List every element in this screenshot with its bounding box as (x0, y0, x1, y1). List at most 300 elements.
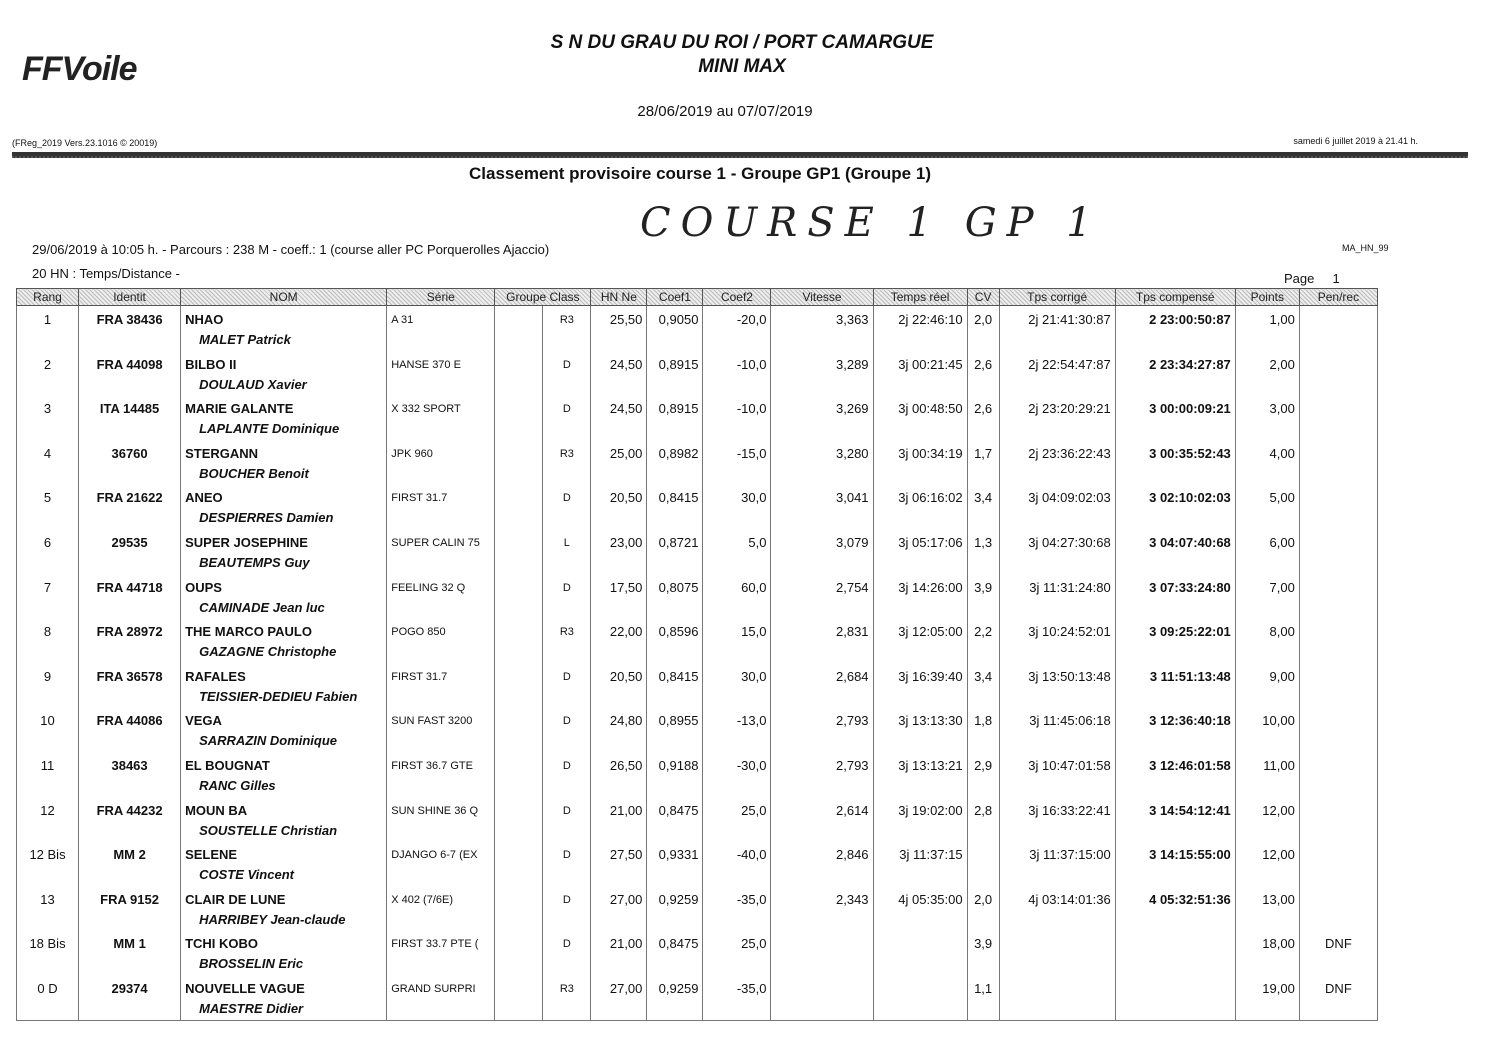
row-coef1-value: 0,8475 (658, 936, 699, 952)
row-class (543, 351, 591, 396)
row-class (543, 841, 591, 886)
row-groupe-value (499, 306, 538, 310)
row-identit (79, 752, 181, 797)
row-pen (1299, 930, 1377, 975)
row-vitesse (771, 574, 873, 619)
row-cv (967, 886, 999, 931)
row-serie (387, 351, 495, 396)
table-row (17, 975, 1378, 1020)
row-coef1 (647, 663, 703, 708)
row-cv (967, 752, 999, 797)
row-tps-compense-value: 3 09:25:22:01 (1149, 624, 1231, 640)
row-class (543, 574, 591, 619)
row-points-value: 1,00 (1269, 312, 1295, 327)
row-nom (181, 484, 387, 529)
row-vitesse (771, 975, 873, 1020)
row-rang-value: 3 (43, 401, 52, 417)
row-rang (17, 975, 79, 1020)
row-coef1 (647, 306, 703, 351)
row-groupe-value (499, 618, 538, 622)
row-vitesse (771, 886, 873, 931)
row-serie-value: FIRST 36.7 GTE (391, 759, 473, 772)
row-temps-reel (873, 395, 967, 440)
row-class-value: D (562, 358, 571, 371)
row-tps-compense (1115, 574, 1235, 619)
row-coef1 (647, 351, 703, 396)
row-class (543, 663, 591, 708)
row-identit-value: FRA 44098 (96, 356, 163, 372)
row-coef2-value: -35,0 (736, 980, 767, 996)
row-pen (1299, 975, 1377, 1020)
row-tps-corrige-value: 3j 16:33:22:41 (1028, 802, 1111, 818)
row-hn (591, 618, 647, 663)
row-points (1235, 707, 1299, 752)
row-identit-value: 38463 (111, 757, 148, 773)
row-pen (1299, 841, 1377, 886)
table-row (17, 886, 1378, 931)
row-points (1235, 752, 1299, 797)
col-points: Points (1235, 289, 1299, 306)
row-coef2 (703, 663, 771, 708)
row-temps-reel (873, 752, 967, 797)
row-rang (17, 484, 79, 529)
col-identit: Identit (79, 289, 181, 306)
col-tps-compense: Tps compensé (1115, 289, 1235, 306)
row-rang (17, 797, 79, 842)
row-tps-corrige-value: 3j 10:47:01:58 (1028, 757, 1111, 773)
row-serie-value: SUN FAST 3200 (391, 715, 473, 728)
row-groupe (495, 797, 543, 842)
row-pen-value (1304, 574, 1373, 578)
col-rang: Rang (17, 289, 79, 306)
row-coef2-value: -15,0 (736, 445, 767, 461)
row-coef2-value: 5,0 (748, 534, 767, 550)
row-hn-value: 27,00 (609, 980, 643, 996)
row-pen-value (1304, 529, 1373, 533)
table-row (17, 707, 1378, 752)
row-cv (967, 484, 999, 529)
row-cv-value: 3,4 (974, 668, 993, 684)
row-temps-reel-value: 3j 13:13:21 (898, 757, 963, 773)
row-temps-reel-value: 3j 14:26:00 (898, 579, 963, 595)
row-vitesse (771, 930, 873, 975)
row-groupe-value (499, 663, 538, 667)
row-identit (79, 618, 181, 663)
row-vitesse (771, 306, 873, 351)
row-class-value: L (563, 536, 570, 549)
row-temps-reel-value: 3j 11:37:15 (899, 847, 963, 863)
row-temps-reel (873, 440, 967, 485)
row-serie-value: FIRST 33.7 PTE ( (391, 938, 479, 951)
row-temps-reel (873, 886, 967, 931)
row-temps-reel-value: 3j 12:05:00 (898, 624, 963, 640)
row-rang-value: 0 D (37, 980, 58, 996)
rating-system: 20 HN : Temps/Distance - (32, 266, 180, 281)
results-table (16, 288, 1378, 1021)
row-coef2 (703, 930, 771, 975)
row-coef1 (647, 707, 703, 752)
row-skipper: DESPIERRES Damien (199, 510, 334, 526)
ranking-title: Classement provisoire course 1 - Groupe GP1 (Groupe 1) (469, 164, 931, 183)
row-groupe (495, 707, 543, 752)
row-temps-reel-value: 3j 00:21:45 (898, 356, 963, 372)
row-identit (79, 529, 181, 574)
row-tps-compense-value: 3 00:35:52:43 (1149, 445, 1231, 461)
row-points-value: 2,00 (1269, 356, 1295, 372)
row-rang-value: 2 (43, 356, 52, 372)
row-coef2 (703, 351, 771, 396)
row-tps-compense-value (1120, 930, 1231, 934)
row-skipper: SARRAZIN Dominique (199, 733, 338, 749)
col-nom: NOM (181, 289, 387, 306)
row-tps-compense (1115, 351, 1235, 396)
row-hn-value: 24,50 (609, 401, 643, 417)
row-points-value: 6,00 (1269, 534, 1295, 550)
row-vitesse (771, 663, 873, 708)
row-hn (591, 484, 647, 529)
row-tps-compense-value: 3 02:10:02:03 (1149, 490, 1231, 506)
row-tps-compense-value: 3 12:36:40:18 (1149, 713, 1231, 729)
row-points-value: 12,00 (1262, 847, 1295, 863)
row-cv-value (972, 841, 995, 845)
row-cv (967, 618, 999, 663)
row-rang (17, 574, 79, 619)
row-nom-value: MOUN BA (185, 802, 248, 818)
print-timestamp: samedi 6 juillet 2019 à 21.41 h. (1293, 136, 1418, 146)
row-tps-compense (1115, 707, 1235, 752)
row-tps-compense-value: 3 14:54:12:41 (1149, 802, 1231, 818)
row-vitesse-value (775, 975, 868, 979)
row-hn-value: 24,50 (609, 356, 643, 372)
row-points (1235, 440, 1299, 485)
row-serie-value: X 332 SPORT (391, 403, 461, 416)
row-rang (17, 306, 79, 351)
table-row (17, 574, 1378, 619)
row-serie (387, 306, 495, 351)
row-temps-reel (873, 707, 967, 752)
row-skipper: BROSSELIN Eric (199, 956, 304, 972)
col-tps-corrige: Tps corrigé (999, 289, 1115, 306)
row-tps-compense (1115, 440, 1235, 485)
row-groupe-value (499, 930, 538, 934)
page-label: Page (1284, 271, 1315, 286)
table-row (17, 440, 1378, 485)
row-serie-value: X 402 (7/6E) (391, 893, 453, 906)
club-title: S N DU GRAU DU ROI / PORT CAMARGUE (550, 32, 934, 53)
row-groupe (495, 440, 543, 485)
row-pen (1299, 886, 1377, 931)
row-tps-corrige-value: 2j 23:20:29:21 (1028, 401, 1111, 417)
row-pen-value (1304, 306, 1373, 310)
row-pen (1299, 752, 1377, 797)
row-tps-compense (1115, 529, 1235, 574)
row-coef1 (647, 440, 703, 485)
row-coef1-value: 0,8596 (658, 624, 699, 640)
row-class-value: D (562, 804, 571, 817)
row-tps-corrige-value: 3j 11:45:06:18 (1029, 713, 1111, 729)
table-row (17, 306, 1378, 351)
row-identit-value: MM 1 (113, 936, 146, 952)
row-rang-value: 12 (40, 802, 55, 818)
row-hn (591, 841, 647, 886)
table-row (17, 797, 1378, 842)
row-skipper: RANC Gilles (199, 777, 276, 793)
row-coef2-value: 15,0 (741, 624, 767, 640)
row-nom-value: MARIE GALANTE (185, 401, 294, 417)
row-hn (591, 574, 647, 619)
row-cv (967, 797, 999, 842)
row-groupe-value (499, 975, 538, 979)
row-tps-corrige-value (1004, 930, 1111, 934)
row-rang (17, 707, 79, 752)
row-rang-value: 13 (40, 891, 55, 907)
row-vitesse-value: 2,684 (836, 668, 869, 684)
row-tps-corrige-value: 3j 13:50:13:48 (1028, 668, 1111, 684)
event-title: MINI MAX (698, 56, 786, 77)
row-rang (17, 440, 79, 485)
row-hn-value: 26,50 (609, 757, 643, 773)
row-temps-reel (873, 841, 967, 886)
row-nom-value: TCHI KOBO (185, 936, 259, 952)
row-temps-reel-value: 3j 00:34:19 (898, 445, 963, 461)
row-nom-value: THE MARCO PAULO (185, 624, 312, 640)
row-cv-value: 3,9 (974, 579, 993, 595)
row-skipper: TEISSIER-DEDIEU Fabien (199, 688, 358, 704)
row-coef1 (647, 484, 703, 529)
row-hn (591, 930, 647, 975)
row-skipper: MALET Patrick (199, 332, 291, 347)
row-vitesse-value: 2,793 (836, 757, 869, 773)
row-cv (967, 707, 999, 752)
row-tps-compense (1115, 841, 1235, 886)
row-tps-corrige (999, 351, 1115, 396)
row-serie-value: FIRST 31.7 (391, 670, 448, 683)
row-coef2 (703, 574, 771, 619)
row-identit (79, 707, 181, 752)
row-tps-compense (1115, 797, 1235, 842)
row-tps-corrige (999, 841, 1115, 886)
row-serie (387, 618, 495, 663)
row-coef2-value: -40,0 (736, 847, 767, 863)
row-tps-corrige-value (1004, 975, 1111, 979)
row-groupe-value (499, 440, 538, 444)
table-row (17, 484, 1378, 529)
row-serie (387, 395, 495, 440)
row-nom-value: OUPS (185, 579, 222, 595)
row-coef1 (647, 395, 703, 440)
row-groupe (495, 351, 543, 396)
col-coef1: Coef1 (647, 289, 703, 306)
row-identit (79, 351, 181, 396)
course-info: 29/06/2019 à 10:05 h. - Parcours : 238 M - coeff.: 1 (course aller PC Porquerolles Ajaccio) (32, 242, 550, 257)
row-coef1 (647, 841, 703, 886)
row-tps-compense-value: 3 11:51:13:48 (1149, 668, 1231, 684)
row-pen-value (1304, 351, 1373, 355)
row-groupe (495, 395, 543, 440)
table-row (17, 529, 1378, 574)
row-coef2-value: 25,0 (741, 936, 767, 952)
row-skipper: CAMINADE Jean luc (199, 599, 325, 615)
row-class (543, 707, 591, 752)
row-tps-corrige (999, 484, 1115, 529)
row-groupe-value (499, 707, 538, 711)
row-groupe (495, 930, 543, 975)
row-vitesse (771, 618, 873, 663)
row-groupe (495, 306, 543, 351)
row-groupe (495, 886, 543, 931)
col-temps-reel: Temps réel (873, 289, 967, 306)
row-class-value: D (562, 403, 571, 416)
row-groupe-value (499, 841, 538, 845)
row-class-value: R3 (559, 314, 574, 326)
row-vitesse-value: 3,269 (836, 401, 869, 417)
row-rang-value: 7 (43, 579, 52, 595)
row-hn (591, 975, 647, 1020)
row-points-value: 12,00 (1262, 802, 1295, 818)
row-coef1-value: 0,8982 (658, 445, 699, 461)
col-pen-rec: Pen/rec (1299, 289, 1377, 306)
row-tps-corrige-value: 2j 22:54:47:87 (1028, 356, 1111, 372)
row-pen (1299, 440, 1377, 485)
row-points (1235, 574, 1299, 619)
row-coef2 (703, 440, 771, 485)
row-temps-reel (873, 797, 967, 842)
row-pen-value (1304, 440, 1373, 444)
row-groupe (495, 663, 543, 708)
row-tps-corrige (999, 886, 1115, 931)
row-skipper: GAZAGNE Christophe (199, 644, 337, 660)
row-cv (967, 930, 999, 975)
row-coef1-value: 0,8075 (658, 579, 699, 595)
row-identit (79, 663, 181, 708)
row-tps-corrige (999, 663, 1115, 708)
row-coef2 (703, 752, 771, 797)
row-nom-value: NHAO (185, 312, 224, 327)
row-nom (181, 529, 387, 574)
row-pen (1299, 663, 1377, 708)
row-class-value: D (562, 670, 571, 683)
row-vitesse-value: 2,846 (836, 847, 869, 863)
col-coef2: Coef2 (703, 289, 771, 306)
row-tps-corrige (999, 975, 1115, 1020)
row-identit-value: 29374 (111, 980, 148, 996)
row-vitesse-value: 3,363 (836, 312, 869, 327)
row-coef2 (703, 841, 771, 886)
row-serie (387, 529, 495, 574)
row-pen (1299, 707, 1377, 752)
row-identit (79, 841, 181, 886)
table-row (17, 752, 1378, 797)
row-identit-value: FRA 36578 (96, 668, 163, 684)
row-identit (79, 975, 181, 1020)
row-pen-value (1304, 752, 1373, 756)
row-vitesse (771, 797, 873, 842)
row-identit (79, 440, 181, 485)
row-temps-reel (873, 618, 967, 663)
row-coef2-value: -10,0 (736, 356, 767, 372)
row-rang-value: 8 (43, 624, 52, 640)
table-row (17, 395, 1378, 440)
row-groupe-value (499, 484, 538, 488)
row-serie (387, 886, 495, 931)
row-groupe (495, 529, 543, 574)
row-temps-reel-value: 3j 19:02:00 (898, 802, 963, 818)
row-points (1235, 797, 1299, 842)
row-nom (181, 752, 387, 797)
row-temps-reel (873, 975, 967, 1020)
row-coef1 (647, 886, 703, 931)
row-identit-value: 29535 (111, 534, 148, 550)
row-points-value: 9,00 (1269, 668, 1295, 684)
row-class-value: D (562, 849, 571, 862)
row-coef1 (647, 529, 703, 574)
row-identit-value: FRA 44232 (96, 802, 163, 818)
row-rang-value: 11 (40, 757, 55, 773)
row-rang-value: 10 (40, 713, 55, 729)
row-rang (17, 841, 79, 886)
row-hn-value: 17,50 (609, 579, 643, 595)
row-skipper: HARRIBEY Jean-claude (199, 911, 346, 927)
row-hn (591, 752, 647, 797)
row-hn (591, 663, 647, 708)
row-coef1-value: 0,8915 (658, 401, 699, 417)
row-tps-compense-value: 3 12:46:01:58 (1149, 757, 1231, 773)
row-hn-value: 23,00 (609, 534, 643, 550)
row-rang (17, 886, 79, 931)
row-hn-value: 20,50 (609, 490, 643, 506)
row-cv-value: 2,0 (974, 891, 993, 907)
row-groupe (495, 841, 543, 886)
row-coef2 (703, 529, 771, 574)
row-hn-value: 21,00 (609, 936, 643, 952)
row-tps-compense-value (1120, 975, 1231, 979)
row-coef2 (703, 306, 771, 351)
row-skipper: LAPLANTE Dominique (199, 421, 340, 437)
row-nom (181, 975, 387, 1020)
row-tps-corrige (999, 797, 1115, 842)
row-temps-reel (873, 930, 967, 975)
table-row (17, 841, 1378, 886)
row-points (1235, 975, 1299, 1020)
row-identit-value: FRA 28972 (96, 624, 163, 640)
col-cv: CV (967, 289, 999, 306)
row-points (1235, 484, 1299, 529)
row-pen-value (1304, 395, 1373, 399)
row-points-value: 3,00 (1269, 401, 1295, 417)
row-vitesse-value: 3,079 (836, 534, 869, 550)
row-coef1-value: 0,9259 (658, 891, 699, 907)
row-cv-value: 2,8 (974, 802, 993, 818)
row-tps-corrige (999, 574, 1115, 619)
row-tps-corrige-value: 3j 11:31:24:80 (1029, 579, 1111, 595)
row-pen-value (1304, 886, 1373, 890)
row-coef2-value: -20,0 (736, 312, 767, 327)
row-serie (387, 841, 495, 886)
row-identit (79, 886, 181, 931)
row-identit-value: FRA 9152 (100, 891, 159, 907)
row-class (543, 529, 591, 574)
row-tps-corrige-value: 2j 21:41:30:87 (1028, 312, 1111, 327)
row-temps-reel-value: 3j 05:17:06 (898, 534, 963, 550)
row-hn-value: 25,00 (609, 445, 643, 461)
row-nom-value: CLAIR DE LUNE (185, 891, 286, 907)
table-row (17, 351, 1378, 396)
row-tps-compense-value: 4 05:32:51:36 (1149, 891, 1231, 907)
row-rang-value: 6 (43, 534, 52, 550)
row-nom (181, 618, 387, 663)
page-number: 1 (1332, 271, 1340, 286)
row-rang-value: 9 (43, 668, 52, 684)
